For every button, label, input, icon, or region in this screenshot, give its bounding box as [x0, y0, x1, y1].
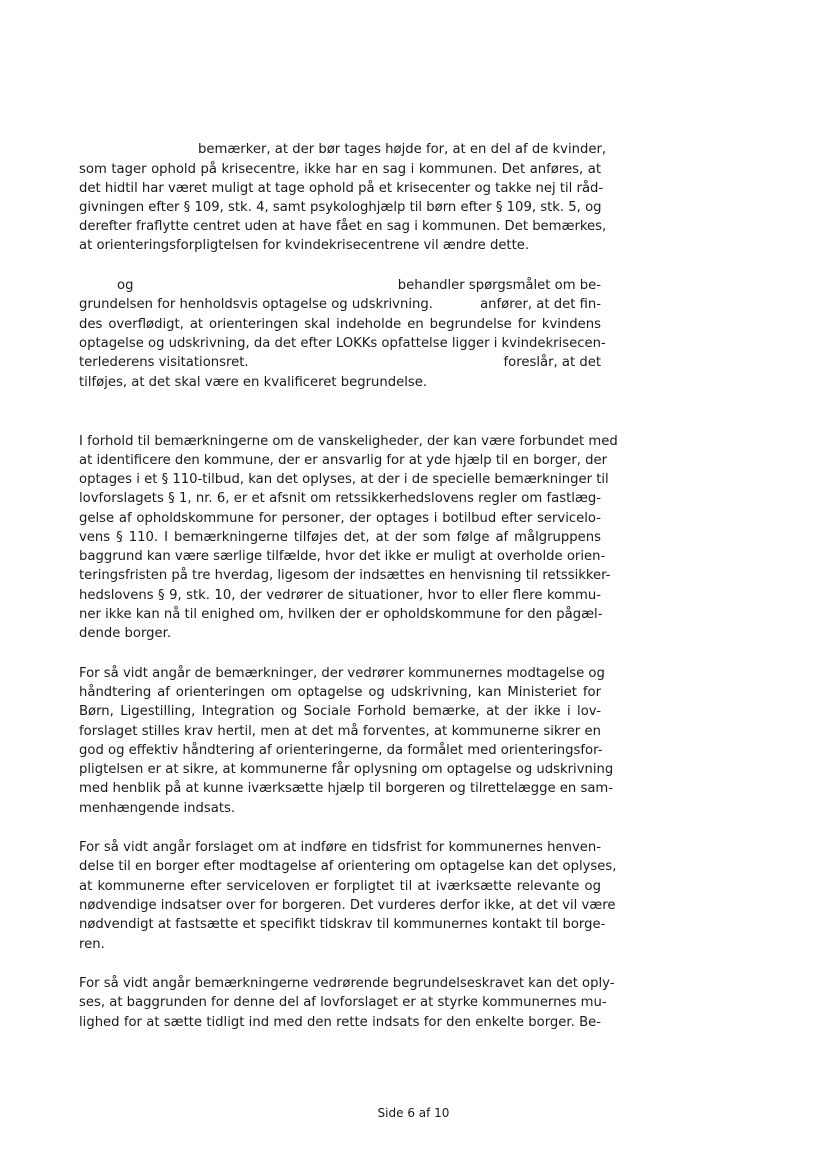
- text-line: som tager ophold på krisecentre, ikke har en sag i kommunen. Det anføres, at: [79, 162, 601, 177]
- text-line: For så vidt angår bemærkningerne vedrørende begrundelseskravet kan det oply-: [79, 976, 615, 991]
- text-line: hedslovens § 9, stk. 10, der vedrører de situationer, hvor to eller flere kommu-: [79, 588, 601, 603]
- text-line: lighed for at sætte tidligt ind med den rette indsats for den enkelte borger. Be-: [79, 1015, 601, 1030]
- text-line: det hidtil har været muligt at tage ophold på et krisecenter og takke nej til råd-: [79, 181, 604, 196]
- text-line: [79, 295, 601, 315]
- text-line: vens § 110. I bemærkningerne tilføjes det, at der som følge af målgruppens: [79, 530, 601, 545]
- text-line: optages i et § 110-tilbud, kan det oplyses, at der i de specielle bemærkninger til: [79, 472, 609, 487]
- text-segment: og: [117, 278, 134, 293]
- text-line: håndtering af orienteringen om optagelse og udskrivning, kan Ministeriet for: [79, 685, 601, 700]
- text-line: ner ikke kan nå til enighed om, hvilken der er opholdskommune for den pågæl-: [79, 607, 603, 622]
- text-line: Børn, Ligestilling, Integration og Sociale Forhold bemærke, at der ikke i lov-: [79, 704, 601, 719]
- text-line: givningen efter § 109, stk. 4, samt psykologhjælp til børn efter § 109, stk. 5, og: [79, 200, 602, 215]
- text-line: lovforslagets § 1, nr. 6, er et afsnit om retssikkerhedslovens regler om fastlæg-: [79, 491, 601, 506]
- text-line: ses, at baggrunden for denne del af lovforslaget er at styrke kommunernes mu-: [79, 995, 607, 1010]
- text-line: ren.: [79, 937, 105, 952]
- text-segment: behandler spørgsmålet om be-: [397, 278, 601, 293]
- text-line: delse til en borger efter modtagelse af orientering om optagelse kan det oplyses,: [79, 859, 617, 874]
- text-line: baggrund kan være særlige tilfælde, hvor det ikke er muligt at overholde orien-: [79, 549, 606, 564]
- text-line: nødvendige indsatser over for borgeren. Det vurderes derfor ikke, at det vil være: [79, 898, 616, 913]
- text-segment: foreslår, at det: [503, 355, 601, 370]
- text-line: [79, 353, 601, 373]
- text-line: nødvendigt at fastsætte et specifikt tidskrav til kommunernes kontakt til borge-: [79, 917, 606, 932]
- text-line: optagelse og udskrivning, da det efter LOKKs opfattelse ligger i kvindekrisecen-: [79, 336, 606, 351]
- text-line: forslaget stilles krav hertil, men at det må forventes, at kommunerne sikrer en: [79, 724, 601, 739]
- text-line: bemærker, at der bør tages højde for, at en del af de kvinder,: [198, 142, 607, 157]
- text-line: menhængende indsats.: [79, 801, 236, 816]
- text-line: god og effektiv håndtering af orienteringerne, da formålet med orienteringsfor-: [79, 743, 603, 758]
- text-line: dende borger.: [79, 626, 172, 641]
- text-line: at identificere den kommune, der er ansvarlig for at yde hjælp til en borger, der: [79, 453, 608, 468]
- text-segment: terlederens visitationsret.: [79, 355, 249, 370]
- text-line: pligtelsen er at sikre, at kommunerne får oplysning om optagelse og udskrivning: [79, 762, 614, 777]
- text-line: derefter fraflytte centret uden at have fået en sag i kommunen. Det bemærkes,: [79, 219, 607, 234]
- text-line: gelse af opholdskommune for personer, der optages i botilbud efter servicelo-: [79, 511, 601, 526]
- text-line: teringsfristen på tre hverdag, ligesom der indsættes en henvisning til retssikker-: [79, 568, 611, 583]
- text-line: [79, 276, 601, 296]
- text-line: I forhold til bemærkningerne om de vanskeligheder, der kan være forbundet med: [79, 434, 618, 449]
- text-segment: anfører, at det fin-: [480, 297, 601, 312]
- text-line: at kommunerne efter serviceloven er forpligtet til at iværksætte relevante og: [79, 879, 601, 894]
- text-line: des overflødigt, at orienteringen skal indeholde en begrundelse for kvindens: [79, 317, 601, 332]
- page-number: Side 6 af 10: [377, 1106, 450, 1120]
- text-line: med henblik på at kunne iværksætte hjælp til borgeren og tilrettelægge en sam-: [79, 781, 614, 796]
- text-line: tilføjes, at det skal være en kvalificeret begrundelse.: [79, 375, 428, 390]
- text-line: at orienteringsforpligtelsen for kvindekrisecentrene vil ændre dette.: [79, 238, 530, 253]
- text-line: For så vidt angår de bemærkninger, der vedrører kommunernes modtagelse og: [79, 666, 605, 681]
- document-page: [79, 0, 618, 1170]
- text-line: For så vidt angår forslaget om at indføre en tidsfrist for kommunernes henven-: [79, 840, 601, 855]
- text-segment: grundelsen for henholdsvis optagelse og udskrivning.: [79, 297, 433, 312]
